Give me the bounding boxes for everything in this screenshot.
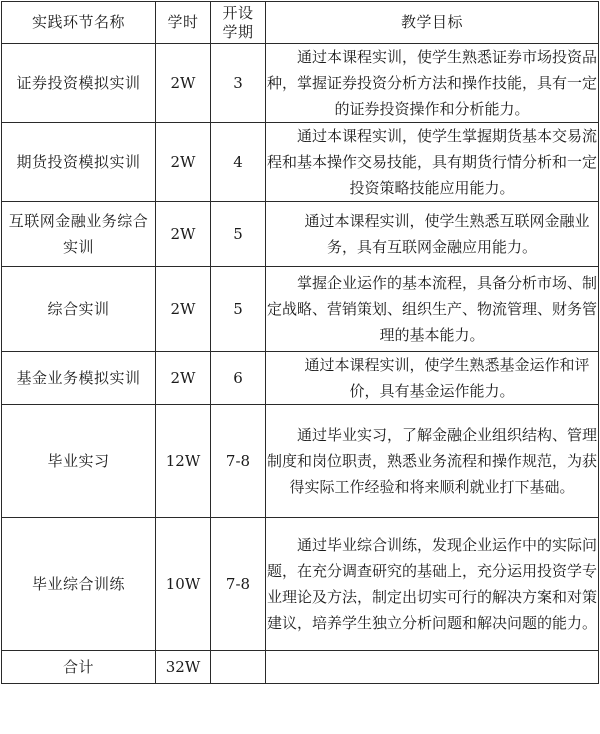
row-hours: 10W — [156, 518, 211, 651]
table-row — [2, 518, 599, 651]
row-term: 5 — [211, 267, 266, 352]
total-goal — [266, 651, 599, 684]
row-hours: 2W — [156, 267, 211, 352]
row-term: 3 — [211, 44, 266, 123]
row-goal-text: 通过毕业实习，了解金融企业组织结构、管理制度和岗位职责，熟悉业务流程和操作规范，为获得实际工作经验和将来顺利就业打下基础。 — [266, 426, 597, 496]
row-goal-text: 通过毕业综合训练，发现企业运作中的实际问题，在充分调查研究的基础上，充分运用投资学专业理论及方法，制定出切实可行的解决方案和对策建议，培养学生独立分析问题和解决问题的能力。 — [266, 536, 597, 632]
row-goal — [266, 202, 599, 267]
row-term: 6 — [211, 352, 266, 405]
table-row — [2, 405, 599, 518]
row-hours: 2W — [156, 123, 211, 202]
row-term: 5 — [211, 202, 266, 267]
row-hours: 12W — [156, 405, 211, 518]
total-label: 合计 — [2, 651, 156, 684]
row-goal-text: 通过本课程实训，使学生掌握期货基本交易流程和基本操作交易技能，具有期货行情分析和一定投资策略技能应用能力。 — [266, 127, 597, 197]
row-name: 互联网金融业务综合实训 — [2, 202, 156, 267]
row-goal-text: 掌握企业运作的基本流程，具备分析市场、制定战略、营销策划、组织生产、物流管理、财务管理的基本能力。 — [266, 274, 597, 344]
row-goal — [266, 405, 599, 518]
total-hours: 32W — [156, 651, 211, 684]
header-term-line2: 学期 — [222, 22, 254, 41]
row-hours: 2W — [156, 352, 211, 405]
row-goal-text: 通过本课程实训，使学生熟悉基金运作和评价，具有基金运作能力。 — [304, 356, 590, 400]
row-hours: 2W — [156, 44, 211, 123]
row-goal-text: 通过本课程实训，使学生熟悉互联网金融业务，具有互联网金融应用能力。 — [304, 212, 590, 256]
row-name: 期货投资模拟实训 — [2, 123, 156, 202]
table-row — [2, 123, 599, 202]
header-goal: 教学目标 — [266, 2, 599, 44]
table-row — [2, 267, 599, 352]
total-term — [211, 651, 266, 684]
header-name: 实践环节名称 — [2, 2, 156, 44]
row-term: 7-8 — [211, 518, 266, 651]
row-hours: 2W — [156, 202, 211, 267]
header-term-line1: 开设 — [222, 3, 254, 22]
table-row — [2, 352, 599, 405]
total-row — [2, 651, 599, 684]
table-row — [2, 44, 599, 123]
header-term — [211, 2, 266, 44]
row-goal — [266, 123, 599, 202]
row-goal-text: 通过本课程实训，使学生熟悉证券市场投资品种，掌握证券投资分析方法和操作技能，具有一定的证券投资操作和分析能力。 — [266, 48, 597, 118]
table-row — [2, 202, 599, 267]
practice-curriculum-table — [1, 1, 599, 684]
row-name: 证券投资模拟实训 — [2, 44, 156, 123]
row-goal — [266, 267, 599, 352]
row-goal — [266, 44, 599, 123]
header-hours: 学时 — [156, 2, 211, 44]
row-name: 毕业实习 — [2, 405, 156, 518]
row-goal — [266, 352, 599, 405]
row-term: 7-8 — [211, 405, 266, 518]
table-header-row — [2, 2, 599, 44]
row-name: 综合实训 — [2, 267, 156, 352]
row-goal — [266, 518, 599, 651]
row-name: 毕业综合训练 — [2, 518, 156, 651]
row-name: 基金业务模拟实训 — [2, 352, 156, 405]
row-term: 4 — [211, 123, 266, 202]
